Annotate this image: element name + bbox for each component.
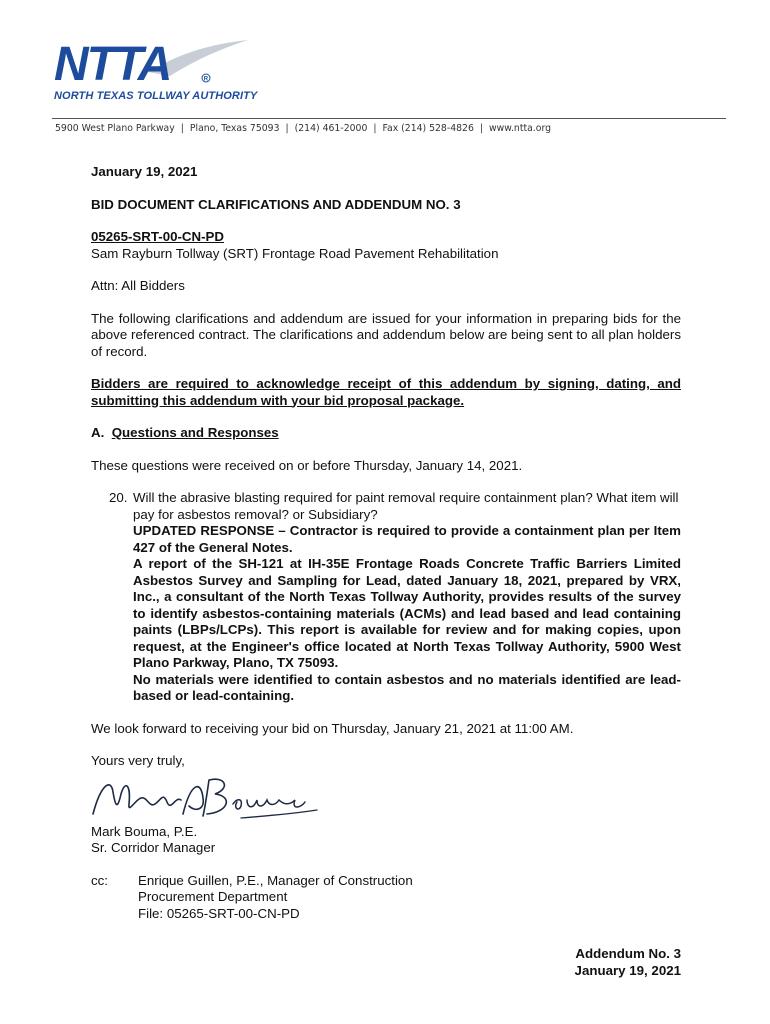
signer-name: Mark Bouma, P.E.	[91, 823, 198, 839]
logo-wordmark: NTTA	[54, 38, 171, 90]
section-letter: A.	[91, 425, 105, 440]
street-address: 5900 West Plano Parkway	[55, 123, 175, 134]
questions-intro: These questions were received on or before Thursday, January 14, 2021.	[91, 457, 523, 473]
city-address: Plano, Texas 75093	[189, 123, 280, 134]
signature	[91, 774, 681, 822]
question-text: Will the abrasive blasting required for paint removal require containment plan? What item will pay for asbestos removal? or Subsidiary?	[133, 490, 679, 522]
letter-title: BID DOCUMENT CLARIFICATIONS AND ADDENDUM NO. 3	[91, 196, 461, 212]
section-title: Questions and Responses	[111, 425, 279, 440]
project-name: Sam Rayburn Tollway (SRT) Frontage Road Pavement Rehabilitation	[91, 245, 499, 261]
report-response: A report of the SH-121 at IH-35E Frontage Roads Concrete Traffic Barriers Limited Asbestos Survey and Sampling for Lead, dated January 18, 2021, prepared by VRX, Inc., a consultant of the North Texas Tollway Authority, provides results of the survey to identify asbestos-containing materials (ACMs) and lead based and lead containing paints (LBPs/LCPs). This report is available for review and for making copies, upon request, at the Engineer's office located at North Texas Tollway Authority, 5900 West Plano Parkway, Plano, TX 75093.	[133, 556, 681, 670]
org-name: NORTH TEXAS TOLLWAY AUTHORITY	[54, 90, 258, 102]
cc-block	[91, 873, 681, 923]
letter-date: January 19, 2021	[91, 164, 198, 179]
page-footer	[575, 946, 681, 979]
footer-addendum: Addendum No. 3	[575, 946, 681, 961]
ntta-logo-graphic	[52, 38, 252, 90]
closing-note: We look forward to receiving your bid on Thursday, January 21, 2021 at 11:00 AM.	[91, 720, 574, 736]
address-line: 5900 West Plano Parkway | Plano, Texas 75093 | (214) 461-2000 | Fax (214) 528-4826 | www.ntta.org	[55, 123, 552, 134]
salutation: Yours very truly,	[91, 753, 185, 768]
signature-graphic	[91, 774, 321, 822]
cc-recipient: Procurement Department	[138, 889, 288, 904]
findings-response: No materials were identified to contain asbestos and no materials identified are lead-based or lead-containing.	[133, 671, 681, 703]
cc-recipient: Enrique Guillen, P.E., Manager of Construction	[138, 872, 413, 888]
svg-text:R: R	[203, 76, 209, 83]
website-link[interactable]: www.ntta.org	[489, 123, 552, 134]
question-number: 20.	[109, 490, 128, 505]
header-divider	[52, 118, 726, 119]
attention-line: Attn: All Bidders	[91, 278, 185, 293]
contract-number: 05265-SRT-00-CN-PD	[91, 229, 225, 244]
section-heading	[91, 425, 681, 442]
phone-number: (214) 461-2000	[294, 123, 368, 134]
cc-file-reference: File: 05265-SRT-00-CN-PD	[138, 905, 300, 921]
acknowledgement-notice: Bidders are required to acknowledge receipt of this addendum by signing, dating, and submitting this addendum with your bid proposal package.	[91, 376, 681, 408]
intro-paragraph: The following clarifications and addendum are issued for your information in preparing bids for the above referenced contract. The clarifications and addendum below are being sent to all plan holders of record.	[91, 310, 681, 359]
cc-label: cc:	[91, 872, 108, 888]
question-item	[109, 490, 681, 705]
fax-number: Fax (214) 528-4826	[382, 123, 474, 134]
footer-date: January 19, 2021	[574, 962, 681, 978]
updated-response: UPDATED RESPONSE – Contractor is required to provide a containment plan per Item 427 of the General Notes.	[133, 523, 681, 555]
letter-body	[91, 164, 681, 922]
signer-title: Sr. Corridor Manager	[91, 840, 216, 855]
